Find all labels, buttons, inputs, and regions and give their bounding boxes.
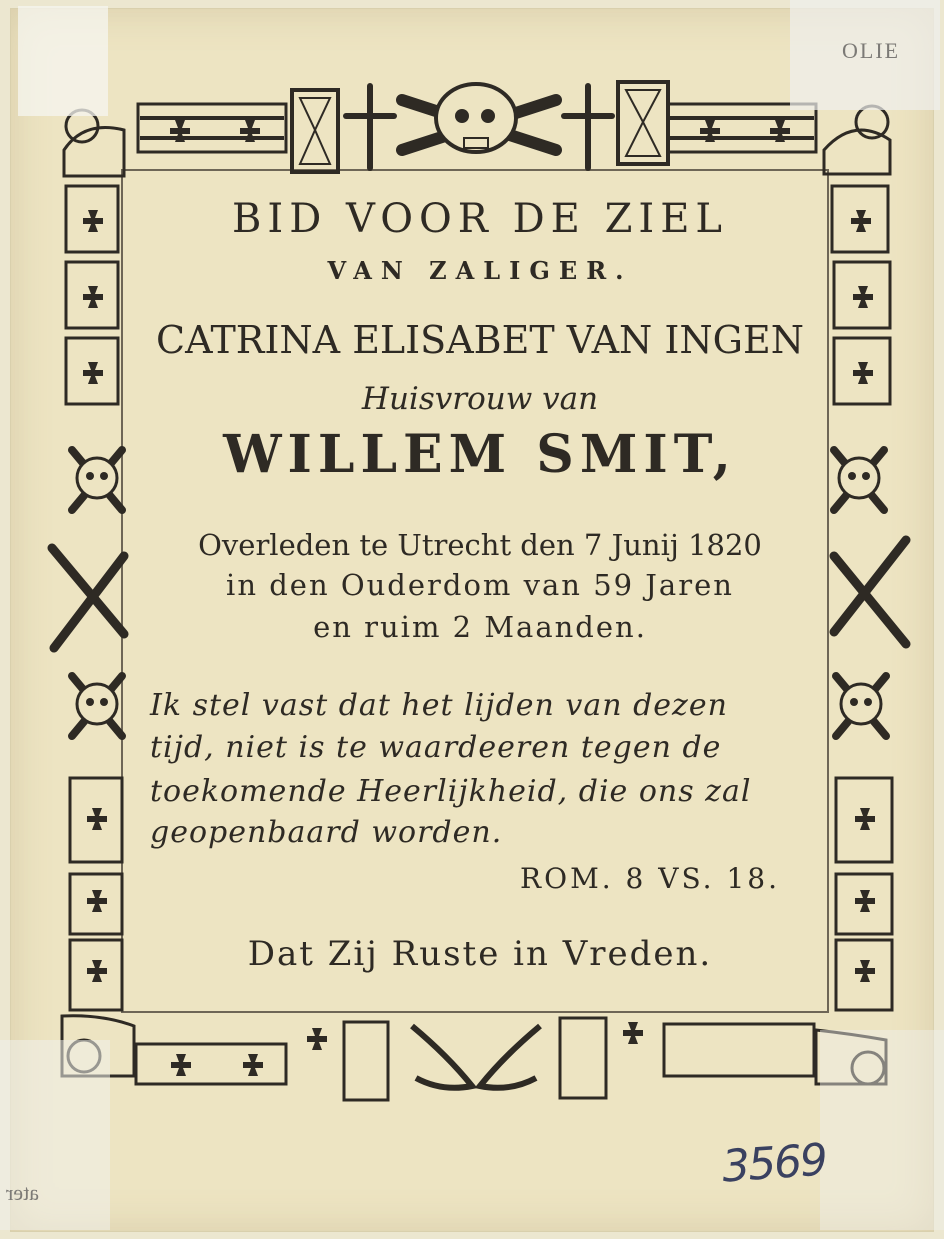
maltese-cross-icon (171, 1022, 643, 1076)
husband-name: WILLEM SMIT, (223, 424, 737, 485)
tape-show-through-text: OLIE (842, 38, 901, 63)
tape-show-through-text: ater (6, 1180, 39, 1205)
relation-text: Huisvrouw van (361, 381, 599, 417)
tape-strip (820, 1030, 944, 1230)
deceased-name: CATRINA ELISABET VAN INGEN (156, 318, 804, 362)
skull-crossbones-icon (402, 84, 556, 152)
bible-verse-line: geopenbaard worden. (150, 815, 503, 850)
inventory-number: 3569 (720, 1134, 828, 1193)
heading-subtitle: VAN ZALIGER. (327, 256, 633, 285)
death-details-line: in den Ouderdom van 59 Jaren (226, 568, 734, 602)
verse-reference: ROM. 8 VS. 18. (520, 862, 780, 895)
bible-verse-line: Ik stel vast dat het lijden van dezen (150, 688, 728, 723)
bible-verse-line: toekomende Heerlijkheid, die ons zal (150, 774, 752, 809)
bible-verse-line: tijd, niet is te waardeeren tegen de (150, 730, 722, 765)
death-details-line: Overleden te Utrecht den 7 Junij 1820 (198, 528, 762, 562)
scythe-icon (412, 1026, 540, 1088)
tape-strip (18, 6, 108, 116)
heading-prayer: BID VOOR DE ZIEL (232, 196, 728, 242)
closing-blessing: Dat Zij Ruste in Vreden. (247, 934, 713, 974)
death-details-line: en ruim 2 Maanden. (313, 610, 647, 644)
